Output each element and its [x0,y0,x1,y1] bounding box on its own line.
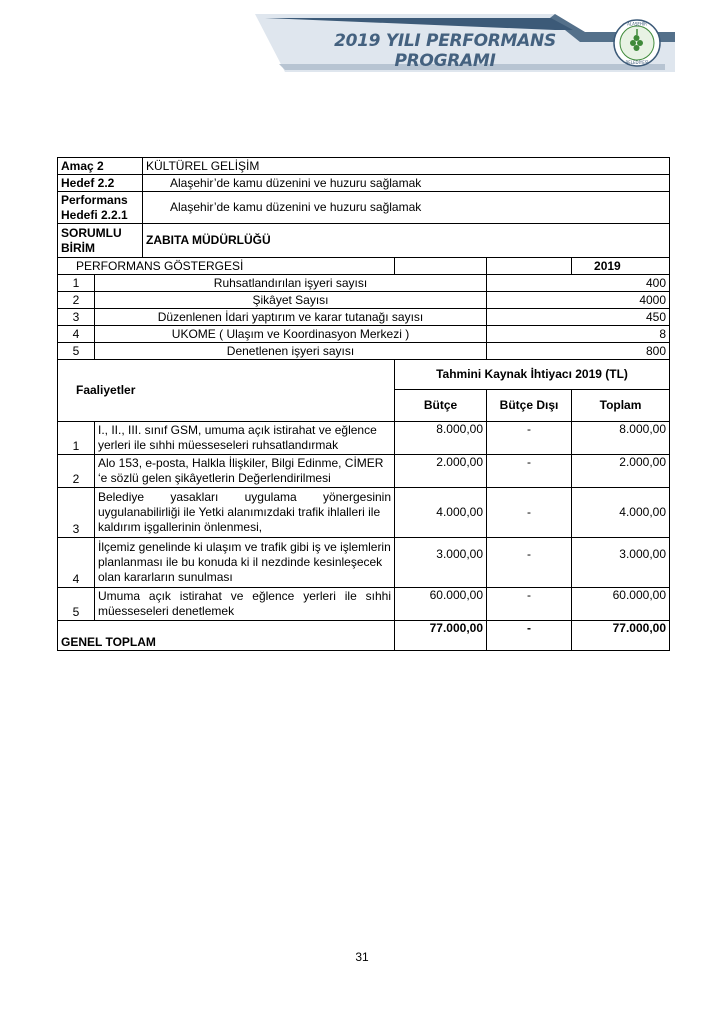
activity-text-line: kaldırım işgallerinin önlenmesi, [98,520,263,534]
indicator-name: Denetlenen işyeri sayısı [95,343,487,360]
indicator-header-row [58,258,670,275]
activity-total: 2.000,00 [572,455,670,488]
resource-header-row [58,360,670,390]
indicator-no: 5 [58,343,95,360]
activity-no: 3 [58,488,95,538]
indicator-name: Ruhsatlandırılan işyeri sayısı [95,275,487,292]
hedef-row [58,175,670,192]
activity-total: 4.000,00 [572,488,670,538]
indicator-row [58,326,670,343]
activity-text-line: ‘e sözlü gelen şikâyetlerin Değerlendirilmesi [98,471,331,485]
activity-text-line: I., II., III. sınıf GSM, umuma açık istirahat ve eğlence [98,423,377,437]
indicator-value: 8 [487,326,670,343]
activity-budget: 2.000,00 [395,455,487,488]
indicator-row [58,292,670,309]
activity-budget: 60.000,00 [395,588,487,621]
grand-total-outside: - [487,621,572,651]
activity-total: 8.000,00 [572,422,670,455]
indicator-no: 4 [58,326,95,343]
activity-outside: - [487,538,572,588]
grand-total-row [58,621,670,651]
document-title: 2019 YILI PERFORMANS PROGRAMI [334,31,556,71]
performance-goal-label-line1: Performans [61,192,128,207]
indicator-value: 450 [487,309,670,326]
performance-goal-value: Alaşehir’de kamu düzenini ve huzuru sağlamak [143,192,670,224]
activity-text-line: olan kararların sunulması [98,570,233,584]
performance-goal-label [58,192,143,224]
activity-budget: 4.000,00 [395,488,487,538]
hedef-value: Alaşehir’de kamu düzenini ve huzuru sağlamak [143,175,670,192]
grand-total-total: 77.000,00 [572,621,670,651]
col-total-header: Toplam [572,390,670,422]
activity-text-line: İlçemiz genelinde ki ulaşım ve trafik gibi iş ve işlemlerin [98,540,391,554]
activities-label: Faaliyetler [58,360,395,422]
activity-row [58,588,670,621]
activity-no: 2 [58,455,95,488]
activity-outside: - [487,488,572,538]
indicator-value: 400 [487,275,670,292]
indicator-row [58,309,670,326]
activity-text-line: planlanması ile bu konuda ki il nezdinde kesinleşecek [98,555,383,569]
activity-row [58,422,670,455]
indicator-header: PERFORMANS GÖSTERGESİ [58,258,395,275]
activity-outside: - [487,588,572,621]
svg-text:ALAŞEHİR: ALAŞEHİR [627,21,647,27]
activity-budget: 3.000,00 [395,538,487,588]
indicator-name: Düzenlenen İdari yaptırım ve karar tutanağı sayısı [95,309,487,326]
activity-text-line: müesseseleri denetlemek [98,604,235,618]
activity-text-line: uygulanabilirliği ile Yetki alanımızdaki trafik ihlalleri ile [98,505,381,519]
performance-goal-label-line2: Hedefi 2.2.1 [61,207,128,222]
responsible-unit-label-line1: SORUMLU [61,225,122,240]
activity-no: 5 [58,588,95,621]
performance-table [57,157,670,651]
activity-outside: - [487,455,572,488]
col-budget-header: Bütçe [395,390,487,422]
page-number: 31 [355,950,369,964]
activity-text-line: Alo 153, e-posta, Halkla İlişkiler, Bilgi Edinme, CİMER [98,456,384,470]
indicator-no: 3 [58,309,95,326]
indicator-value: 800 [487,343,670,360]
indicator-header-empty-2 [487,258,572,275]
page-header [0,0,724,80]
activity-total: 60.000,00 [572,588,670,621]
hedef-label: Hedef 2.2 [58,175,143,192]
responsible-unit-row [58,224,670,258]
performance-goal-row [58,192,670,224]
activity-no: 4 [58,538,95,588]
svg-text:BELEDİYESİ: BELEDİYESİ [625,60,649,65]
municipality-seal-icon [613,19,661,67]
activity-text [95,455,395,488]
activity-row [58,538,670,588]
indicator-no: 2 [58,292,95,309]
col-outside-header: Bütçe Dışı [487,390,572,422]
activity-text-line: yerleri ile sıhhi müesseseleri ruhsatlandırmak [98,438,339,452]
responsible-unit-label [58,224,143,258]
responsible-unit-value: ZABITA MÜDÜRLÜĞÜ [143,224,670,258]
activity-text-line: Belediye yasakları uygulama yönergesinin [98,490,392,504]
activity-text [95,538,395,588]
activity-budget: 8.000,00 [395,422,487,455]
activity-total: 3.000,00 [572,538,670,588]
activity-outside: - [487,422,572,455]
responsible-unit-label-line2: BİRİM [61,240,95,255]
activity-row [58,455,670,488]
indicator-year: 2019 [572,258,670,275]
activity-text [95,588,395,621]
activity-row [58,488,670,538]
activity-no: 1 [58,422,95,455]
amac-row [58,158,670,175]
grand-total-budget: 77.000,00 [395,621,487,651]
indicator-name: UKOME ( Ulaşım ve Koordinasyon Merkezi ) [95,326,487,343]
amac-value: KÜLTÜREL GELİŞİM [143,158,670,175]
indicator-name: Şikâyet Sayısı [95,292,487,309]
indicator-value: 4000 [487,292,670,309]
activity-text-line: Umuma açık istirahat ve eğlence yerleri ile sıhhi [98,589,392,603]
indicator-header-empty-1 [395,258,487,275]
resource-header: Tahmini Kaynak İhtiyacı 2019 (TL) [395,360,670,390]
indicator-no: 1 [58,275,95,292]
grand-total-label: GENEL TOPLAM [58,621,395,651]
activity-text [95,422,395,455]
activity-text [95,488,395,538]
indicator-row [58,343,670,360]
amac-label: Amaç 2 [58,158,143,175]
indicator-row [58,275,670,292]
